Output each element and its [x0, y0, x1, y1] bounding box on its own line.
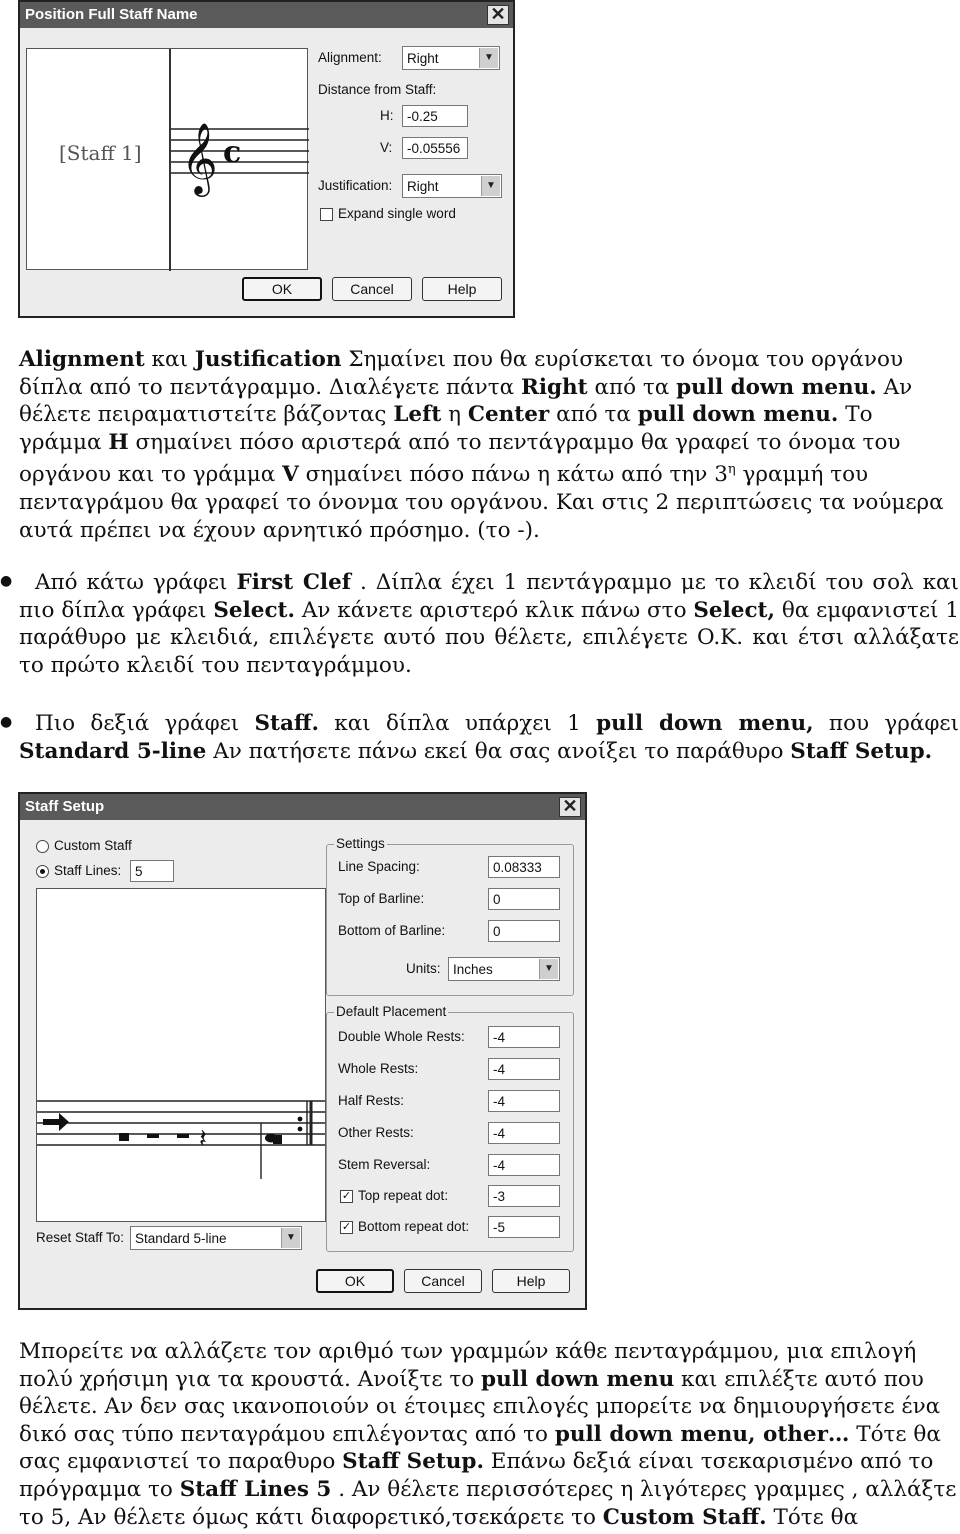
bold-text: pull down menu, — [596, 711, 814, 736]
staff-lines-preview — [171, 109, 309, 209]
staff-lines-explanation-paragraph — [19, 1338, 959, 1531]
note-head-icon — [273, 1135, 282, 1144]
units-dropdown[interactable] — [448, 957, 560, 981]
staff-lines-label: Staff Lines: — [54, 863, 122, 878]
bold-text: Right — [520, 374, 588, 400]
dialog-title: Staff Setup — [25, 798, 105, 815]
h-input[interactable]: -0.25 — [402, 105, 468, 127]
default-placement-title: Default Placement — [336, 1004, 447, 1019]
position-full-staff-name-dialog — [18, 0, 515, 318]
bold-text: pull down menu. — [676, 374, 877, 400]
text-run: Τότε θα σας εμφανιστεί το παραθυρο — [19, 1421, 941, 1475]
bold-text: Justification — [194, 347, 342, 372]
bold-text: Select, — [693, 597, 775, 623]
bold-text: Staff Lines 5 — [179, 1476, 332, 1502]
bullet-dot: ● — [0, 573, 13, 589]
cancel-button[interactable]: Cancel — [332, 277, 412, 301]
other-rests-input[interactable]: -4 — [488, 1122, 560, 1144]
text-run: σημαίνει πόσο αριστερά από το πεντάγραμμο θα γραφεί το όνομα του οργάνου και το γράμμα — [19, 429, 901, 488]
text-run: Αν πατήσετε πάνω εκεί θα σας ανοίξει το παράθυρο — [206, 738, 791, 764]
chevron-down-icon[interactable]: ▼ — [281, 1228, 300, 1248]
expand-single-word-label: Expand single word — [338, 206, 456, 221]
text-run: από τα — [587, 374, 677, 400]
staff-name-label: [Staff 1] — [59, 141, 142, 165]
reset-staff-dropdown[interactable] — [130, 1226, 302, 1250]
text-run: Από κάτω γράφει — [35, 570, 237, 595]
text-run: Πιο δεξιά γράφει — [35, 711, 255, 736]
bold-text: Standard 5-line — [19, 738, 207, 764]
whole-rest-icon — [147, 1134, 159, 1138]
bold-text: pull down menu — [481, 1366, 675, 1392]
bottom-repeat-dot-label: Bottom repeat dot: — [358, 1219, 470, 1234]
top-barline-input[interactable]: 0 — [488, 888, 560, 910]
top-repeat-dot-input[interactable]: -3 — [488, 1185, 560, 1207]
half-rests-input[interactable]: -4 — [488, 1090, 560, 1112]
alignment-label: Alignment: — [318, 50, 382, 65]
dialog-titlebar — [20, 794, 585, 820]
text-run: Μπορείτε να αλλάζετε τον αριθμό των γραμμών κάθε πενταγράμμου, μια επιλογή πολύ χρήσιμη για τα κρουστά. Ανοίξτε το — [19, 1339, 917, 1392]
text-run: η — [441, 402, 468, 428]
v-label: V: — [380, 140, 393, 155]
text-run: Τότε θα — [766, 1504, 859, 1530]
justification-dropdown[interactable] — [402, 174, 502, 198]
quarter-rest-icon: 𝄽 — [199, 1124, 207, 1154]
bold-text: Custom Staff. — [602, 1504, 767, 1530]
alignment-value: Right — [407, 51, 439, 66]
text-run: και επιλέξτε αυτό που θέλετε. Αν δεν σας ικανοποιούν οι έτοιμες επιλογές μπορείτε να δημιουργήσετε ένα δικό σας τύπο πενταγράμου επιλέγοντας από το — [19, 1366, 941, 1447]
bold-text: Staff Setup. — [790, 738, 933, 764]
bold-text: Staff. — [254, 711, 320, 736]
top-barline-label: Top of Barline: — [338, 891, 425, 906]
text-run: Αν κάνετε αριστερό κλικ πάνω στο — [294, 597, 694, 623]
text-run: . Αν θέλετε περισσότερες η λιγότερες γραμμες , αλλάξτε το 5, Αν θέλετε όμως κάτι διαφορετικό,τσεκάρετε το — [19, 1476, 957, 1530]
reset-staff-value: Standard 5-line — [135, 1231, 227, 1246]
bottom-repeat-dot-checkbox[interactable]: ✓ — [341, 1221, 352, 1233]
bold-text: Alignment — [19, 347, 145, 372]
other-rests-label: Other Rests: — [338, 1125, 414, 1140]
staff-lines-input[interactable]: 5 — [130, 860, 174, 882]
expand-single-word-checkbox[interactable] — [320, 208, 333, 221]
bottom-repeat-dot-input[interactable]: -5 — [488, 1216, 560, 1238]
chevron-down-icon[interactable]: ▼ — [539, 959, 558, 979]
text-run: Σημαίνει που θα ευρίσκεται το όνομα του οργάνου δίπλα από το πεντάγραμμο. Διαλέγετε πάντα — [19, 347, 904, 400]
dialog-title: Position Full Staff Name — [25, 6, 198, 23]
bold-text: Center — [467, 402, 550, 428]
h-label: H: — [380, 108, 394, 123]
text-run: και — [144, 347, 195, 372]
stem-reversal-label: Stem Reversal: — [338, 1157, 431, 1172]
dialog-titlebar — [20, 2, 513, 28]
half-rest-icon — [177, 1134, 189, 1138]
text-run: και δίπλα υπάρχει 1 — [319, 711, 597, 736]
staff-setup-preview — [36, 888, 326, 1222]
reset-staff-label: Reset Staff To: — [36, 1230, 125, 1245]
v-input[interactable]: -0.05556 — [402, 137, 468, 159]
staff-preview-graphic — [37, 1089, 325, 1189]
close-icon[interactable]: ✕ — [559, 797, 581, 817]
line-spacing-input[interactable]: 0.08333 — [488, 856, 560, 878]
ok-button[interactable]: OK — [316, 1269, 394, 1293]
stem-reversal-input[interactable]: -4 — [488, 1154, 560, 1176]
double-whole-rests-input[interactable]: -4 — [488, 1026, 560, 1048]
whole-rests-input[interactable]: -4 — [488, 1058, 560, 1080]
bold-text: pull down menu, other… — [554, 1421, 850, 1447]
double-whole-rests-label: Double Whole Rests: — [338, 1029, 465, 1044]
chevron-down-icon[interactable]: ▼ — [481, 176, 500, 196]
close-icon[interactable]: ✕ — [487, 5, 509, 25]
line-spacing-label: Line Spacing: — [338, 859, 420, 874]
text-run: Αν θέλετε πειραματιστείτε βάζοντας — [19, 374, 913, 428]
settings-title: Settings — [336, 836, 385, 851]
bold-text: pull down menu. — [637, 402, 839, 428]
repeat-dot-icon — [298, 1117, 303, 1122]
alignment-dropdown[interactable] — [402, 46, 500, 70]
treble-clef-icon: 𝄞 — [181, 121, 218, 194]
ok-button[interactable]: OK — [242, 277, 322, 301]
help-button[interactable]: Help — [492, 1269, 570, 1293]
text-run: θα εμφανιστεί 1 παράθυρο με κλειδιά, επιλέγετε αυτό που θέλετε, επιλέγετε O.K. και έτσι αλλάξατε το πρώτο κλειδί του πενταγράμμου. — [19, 597, 960, 678]
bold-text: Select. — [213, 597, 295, 623]
cancel-button[interactable]: Cancel — [404, 1269, 482, 1293]
chevron-down-icon[interactable]: ▼ — [479, 48, 498, 68]
text-run: σημαίνει πόσο πάνω η κάτω από την 3 — [298, 462, 728, 488]
common-time-icon: c — [223, 135, 242, 170]
staff-preview — [26, 48, 308, 270]
arrow-right-icon — [43, 1113, 69, 1131]
bottom-barline-label: Bottom of Barline: — [338, 923, 446, 938]
justification-label: Justification: — [318, 178, 393, 193]
repeat-dot-icon — [298, 1127, 303, 1132]
units-label: Units: — [406, 961, 441, 976]
bullet-dot: ● — [0, 714, 13, 730]
custom-staff-label: Custom Staff — [54, 838, 132, 853]
bold-text: H — [108, 429, 129, 455]
justification-value: Right — [407, 179, 439, 194]
text-run: Επάνω δεξιά είναι τσεκαρισμένο από το πρόγραμμα το — [19, 1449, 934, 1502]
staff-lines-radio[interactable] — [36, 865, 49, 878]
double-whole-rest-icon — [119, 1133, 129, 1141]
custom-staff-radio[interactable] — [36, 840, 49, 853]
bottom-barline-input[interactable]: 0 — [488, 920, 560, 942]
text-run: από τα — [549, 402, 638, 428]
half-rests-label: Half Rests: — [338, 1093, 405, 1108]
text-run: γραμμή του πενταγράμου θα γραφεί το όνονμα του οργάνου. Και στις 2 περιπτώσεις τα νούμερα αυτά πρέπει να έχουν αρνητικό πρόσημο. (το -). — [19, 462, 944, 543]
distance-label: Distance from Staff: — [318, 82, 437, 97]
bold-text: Left — [393, 402, 442, 428]
bold-text: First Clef — [236, 570, 352, 595]
staff-paragraph — [19, 710, 959, 765]
units-value: Inches — [453, 962, 493, 977]
alignment-explanation-paragraph — [19, 346, 959, 544]
bold-text: V — [282, 462, 299, 488]
top-repeat-dot-checkbox[interactable]: ✓ — [341, 1190, 352, 1202]
help-button[interactable]: Help — [422, 277, 502, 301]
first-clef-paragraph — [19, 569, 959, 679]
text-run: . Δίπλα έχει 1 πεντάγραμμο με το κλειδί του σολ και πιο δίπλα γράφει — [19, 570, 959, 623]
text-run: Το γράμμα — [19, 402, 873, 455]
staff-setup-dialog — [18, 792, 587, 1310]
superscript-text: η — [727, 462, 736, 478]
bold-text: Staff Setup. — [342, 1449, 484, 1475]
top-repeat-dot-label: Top repeat dot: — [358, 1188, 449, 1203]
whole-rests-label: Whole Rests: — [338, 1061, 419, 1076]
text-run: που γράφει — [813, 711, 959, 736]
